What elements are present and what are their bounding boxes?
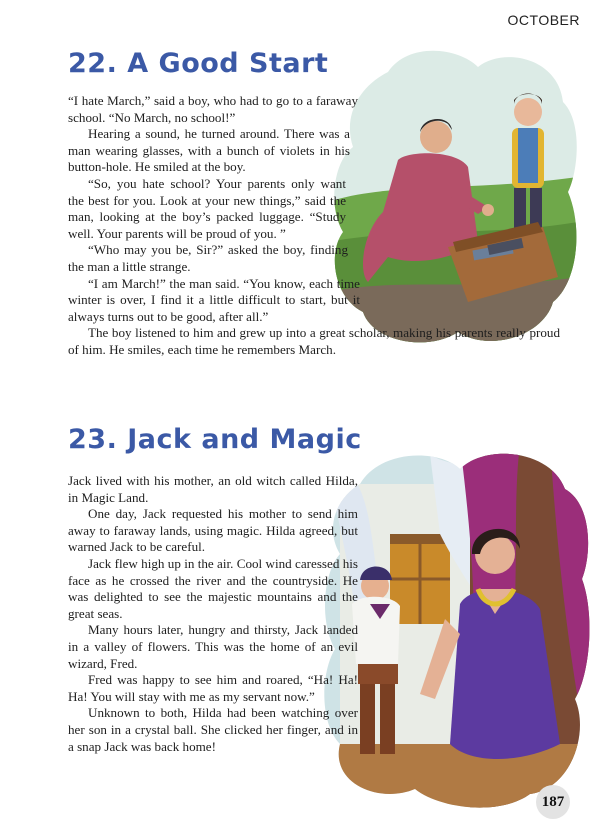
illustration-hilda-and-jack — [320, 444, 592, 814]
story-paragraph: “So, you hate school? Your parents only want the best for you. Look at your new things,” said the man, looking at the boy’s packed luggage. “Study well. Your parents will be proud of you. ” — [68, 175, 346, 241]
story-title-jack-and-magic: 23. Jack and Magic — [68, 424, 362, 455]
story-paragraph: Jack flew high up in the air. Cool wind caressed his face as he crossed the river and the countryside. He was delighted to see the majestic mountains and the great seas. — [68, 555, 358, 621]
story-paragraph: Unknown to both, Hilda had been watching over her son in a crystal ball. She clicked her finger, and in a snap Jack was back home! — [68, 705, 358, 754]
story-paragraph: Hearing a sound, he turned around. There was a man wearing glasses, with a bunch of violets in his button-hole. He smiled at the boy. — [68, 126, 350, 175]
story-paragraph: “I hate March,” said a boy, who had to go to a faraway school. “No March, no school!” — [68, 93, 358, 125]
month-header: OCTOBER — [507, 12, 580, 28]
story-paragraph: “I am March!” the man said. “You know, each time winter is over, I find it a little difficult to start, but it always turns out to be good, after all.” — [68, 275, 360, 324]
story-jack-and-magic — [68, 473, 358, 755]
story-paragraph: Jack lived with his mother, an old witch called Hilda, in Magic Land. — [68, 473, 358, 505]
story-good-start — [68, 93, 560, 359]
story-paragraph: The boy listened to him and grew up into a great scholar, making his parents really proud of him. He smiles, each time he remembers March. — [68, 325, 560, 357]
page-number: 187 — [536, 785, 570, 819]
story-paragraph: Many hours later, hungry and thirsty, Jack landed in a valley of flowers. This was the home of an evil wizard, Fred. — [68, 622, 358, 671]
story-title-good-start: 22. A Good Start — [68, 48, 329, 79]
story-paragraph: One day, Jack requested his mother to send him away to faraway lands, using magic. Hilda agreed, but warned Jack to be careful. — [68, 506, 358, 555]
story-paragraph: “Who may you be, Sir?” asked the boy, finding the man a little strange. — [68, 242, 348, 274]
story-paragraph: Fred was happy to see him and roared, “Ha! Ha! Ha! You will stay with me as my servant now.” — [68, 672, 358, 704]
